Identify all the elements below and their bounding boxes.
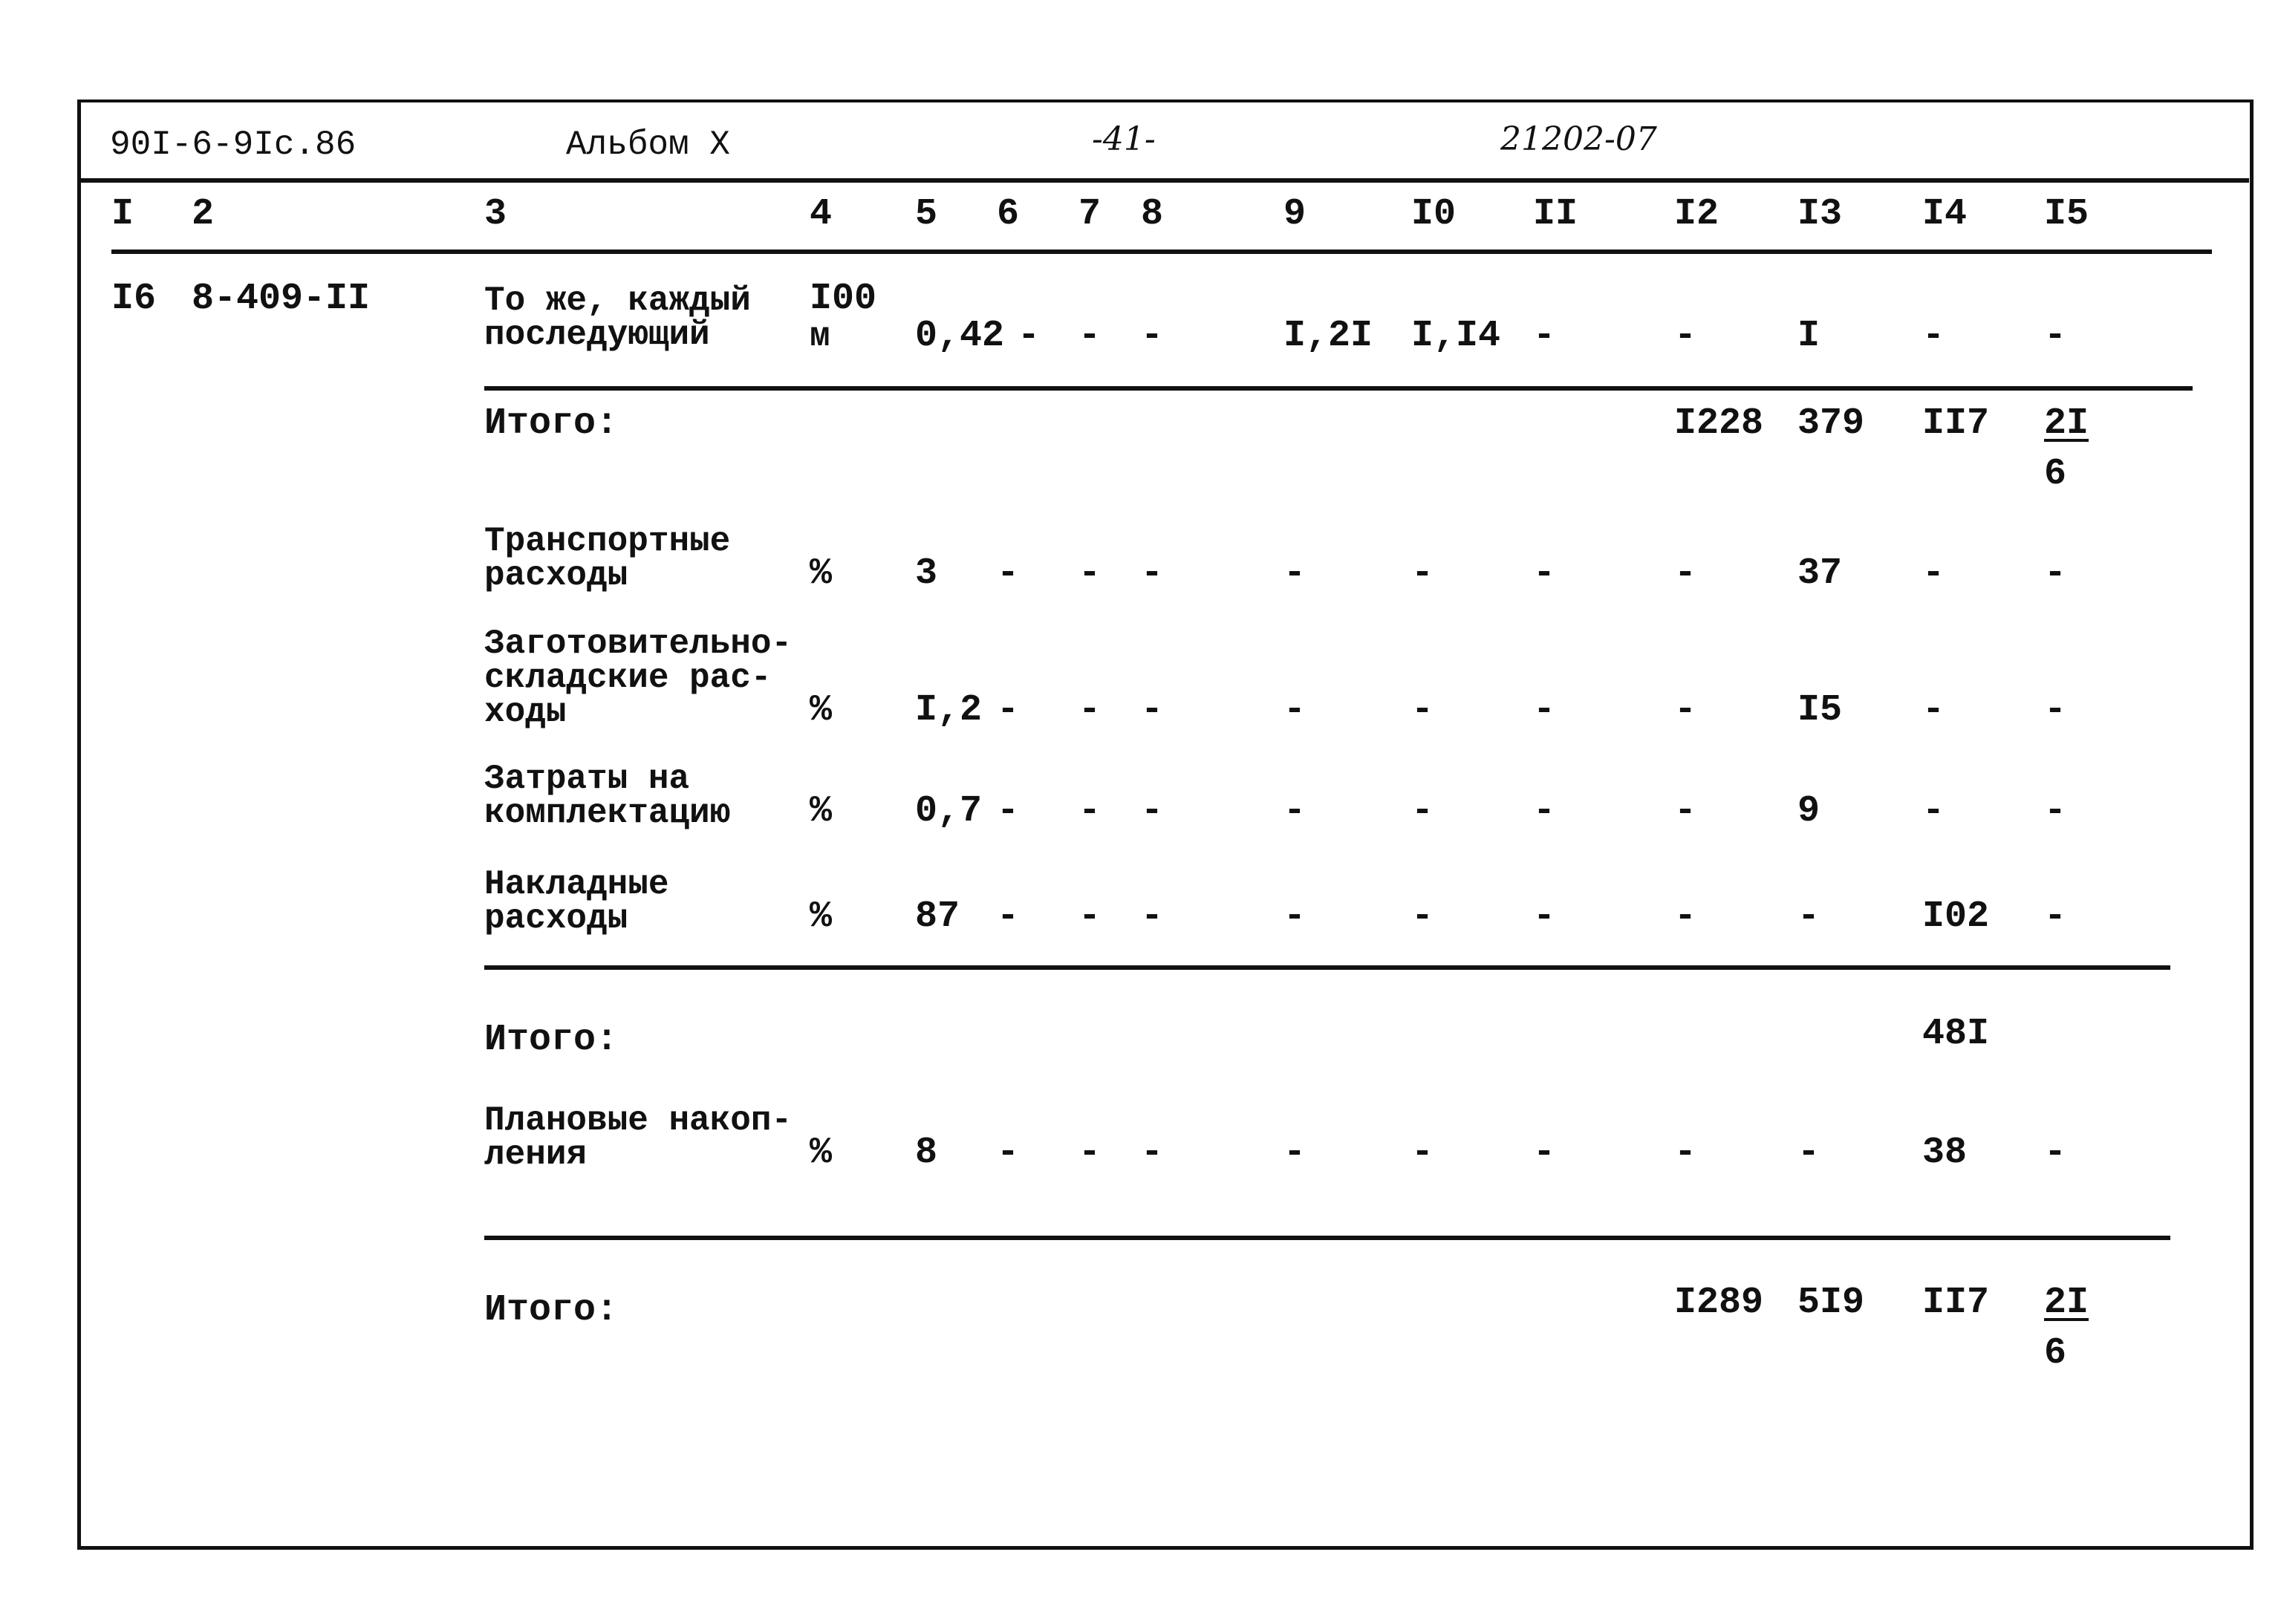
- planned-col11: -: [1533, 1132, 1556, 1174]
- overhead-col14: I02: [1922, 896, 1990, 938]
- total3-col15-numerator: 2I: [2044, 1282, 2089, 1324]
- col-header-12: I2: [1674, 193, 1719, 235]
- transport-desc-line2: расходы: [484, 556, 628, 595]
- overhead-col8: -: [1141, 896, 1164, 938]
- col-header-10: I0: [1411, 193, 1457, 235]
- row-col11: -: [1533, 315, 1556, 357]
- procurement-col15: -: [2044, 689, 2067, 731]
- completion-col11: -: [1533, 790, 1556, 832]
- completion-col6: -: [997, 790, 1020, 832]
- columns-divider: [111, 250, 2212, 254]
- row-number: I6: [111, 278, 157, 320]
- planned-col6: -: [997, 1132, 1020, 1174]
- procurement-desc-line1: Заготовительно-: [484, 625, 793, 663]
- row-col8: -: [1141, 315, 1164, 357]
- overhead-col15: -: [2044, 896, 2067, 938]
- row-code: 8-409-II: [192, 278, 371, 320]
- procurement-col12: -: [1674, 689, 1697, 731]
- overhead-col6: -: [997, 896, 1020, 938]
- col-header-15: I5: [2044, 193, 2089, 235]
- col-header-13: I3: [1797, 193, 1843, 235]
- transport-desc-line1: Транспортные: [484, 522, 731, 561]
- transport-col11: -: [1533, 552, 1556, 595]
- overhead-col5: 87: [915, 896, 960, 938]
- transport-col10: -: [1411, 552, 1434, 595]
- total3-col15-denominator: 6: [2044, 1332, 2067, 1374]
- row-col13: I: [1797, 315, 1820, 357]
- col-header-2: 2: [192, 193, 215, 235]
- total3-label: Итого:: [484, 1289, 619, 1331]
- completion-desc-line1: Затраты на: [484, 760, 690, 798]
- completion-col8: -: [1141, 790, 1164, 832]
- row-col9: I,2I: [1283, 315, 1373, 357]
- col-header-4: 4: [810, 193, 833, 235]
- completion-col7: -: [1078, 790, 1102, 832]
- transport-unit: %: [810, 552, 833, 595]
- planned-col15: -: [2044, 1132, 2067, 1174]
- row-col15: -: [2044, 315, 2067, 357]
- completion-col10: -: [1411, 790, 1434, 832]
- row-col14: -: [1922, 315, 1945, 357]
- planned-desc-line1: Плановые накоп-: [484, 1101, 793, 1140]
- overhead-col11: -: [1533, 896, 1556, 938]
- total1-col13: 379: [1797, 402, 1865, 445]
- row-col7: -: [1078, 315, 1102, 357]
- col-header-5: 5: [915, 193, 938, 235]
- procurement-col6: -: [997, 689, 1020, 731]
- transport-col8: -: [1141, 552, 1164, 595]
- procurement-desc-line2: складские рас-: [484, 659, 772, 697]
- total3-col13: 5I9: [1797, 1282, 1865, 1324]
- overhead-col10: -: [1411, 896, 1434, 938]
- row-col12: -: [1674, 315, 1697, 357]
- total1-col15-numerator: 2I: [2044, 402, 2089, 445]
- completion-col15: -: [2044, 790, 2067, 832]
- col-header-11: II: [1533, 193, 1578, 235]
- total2-label: Итого:: [484, 1019, 619, 1061]
- procurement-col9: -: [1283, 689, 1307, 731]
- row-desc-line2: последующий: [484, 316, 710, 354]
- procurement-unit: %: [810, 689, 833, 731]
- planned-col14: 38: [1922, 1132, 1968, 1174]
- planned-col7: -: [1078, 1132, 1102, 1174]
- total3-col14: II7: [1922, 1282, 1990, 1324]
- transport-col7: -: [1078, 552, 1102, 595]
- procurement-col7: -: [1078, 689, 1102, 731]
- procurement-desc-line3: ходы: [484, 693, 567, 731]
- planned-col5: 8: [915, 1132, 938, 1174]
- total1-col14: II7: [1922, 402, 1990, 445]
- doc-code: 90I-6-9Ic.86: [110, 125, 357, 164]
- completion-col12: -: [1674, 790, 1697, 832]
- col-header-9: 9: [1283, 193, 1307, 235]
- overhead-col13: -: [1797, 896, 1820, 938]
- total2-col14: 48I: [1922, 1013, 1990, 1055]
- overhead-desc-line1: Накладные: [484, 865, 669, 904]
- completion-col14: -: [1922, 790, 1945, 832]
- row-desc-line1: То же, каждый: [484, 281, 751, 320]
- row-col10: I,I4: [1411, 315, 1501, 357]
- overhead-col12: -: [1674, 896, 1697, 938]
- transport-col6: -: [997, 552, 1020, 595]
- transport-col15: -: [2044, 552, 2067, 595]
- col-header-6: 6: [997, 193, 1020, 235]
- row-divider-2: [484, 965, 2170, 970]
- completion-col13: 9: [1797, 790, 1820, 832]
- completion-unit: %: [810, 790, 833, 832]
- col-header-8: 8: [1141, 193, 1164, 235]
- page-number: -41-: [1092, 120, 1156, 158]
- album-label: Альбом X: [566, 125, 730, 164]
- procurement-col10: -: [1411, 689, 1434, 731]
- planned-col13: -: [1797, 1132, 1820, 1174]
- planned-col9: -: [1283, 1132, 1307, 1174]
- row-unit-line2: м: [810, 317, 830, 356]
- row-divider-1: [484, 386, 2193, 391]
- col-header-3: 3: [484, 193, 507, 235]
- procurement-col14: -: [1922, 689, 1945, 731]
- completion-col9: -: [1283, 790, 1307, 832]
- row-unit-line1: I00: [810, 278, 877, 320]
- procurement-col13: I5: [1797, 689, 1843, 731]
- procurement-col8: -: [1141, 689, 1164, 731]
- procurement-col11: -: [1533, 689, 1556, 731]
- transport-col9: -: [1283, 552, 1307, 595]
- col-header-14: I4: [1922, 193, 1968, 235]
- transport-col5: 3: [915, 552, 938, 595]
- transport-col14: -: [1922, 552, 1945, 595]
- overhead-unit: %: [810, 896, 833, 938]
- planned-col10: -: [1411, 1132, 1434, 1174]
- row-col5: 0,42: [915, 315, 1005, 357]
- header-divider: [77, 178, 2249, 183]
- total1-col15-denominator: 6: [2044, 453, 2067, 495]
- planned-col12: -: [1674, 1132, 1697, 1174]
- overhead-col9: -: [1283, 896, 1307, 938]
- col-header-1: I: [111, 193, 134, 235]
- overhead-col7: -: [1078, 896, 1102, 938]
- transport-col13: 37: [1797, 552, 1843, 595]
- planned-col8: -: [1141, 1132, 1164, 1174]
- completion-desc-line2: комплектацию: [484, 794, 731, 832]
- total1-col12: I228: [1674, 402, 1764, 445]
- overhead-desc-line2: расходы: [484, 899, 628, 938]
- completion-col5: 0,7: [915, 790, 983, 832]
- col-header-7: 7: [1078, 193, 1102, 235]
- transport-col12: -: [1674, 552, 1697, 595]
- planned-unit: %: [810, 1132, 833, 1174]
- total3-col12: I289: [1674, 1282, 1764, 1324]
- total1-label: Итого:: [484, 402, 619, 445]
- row-col6: -: [1018, 315, 1041, 357]
- planned-desc-line2: ления: [484, 1135, 588, 1174]
- procurement-col5: I,2: [915, 689, 983, 731]
- reference-number: 21202-07: [1500, 120, 1657, 158]
- row-divider-3: [484, 1236, 2170, 1240]
